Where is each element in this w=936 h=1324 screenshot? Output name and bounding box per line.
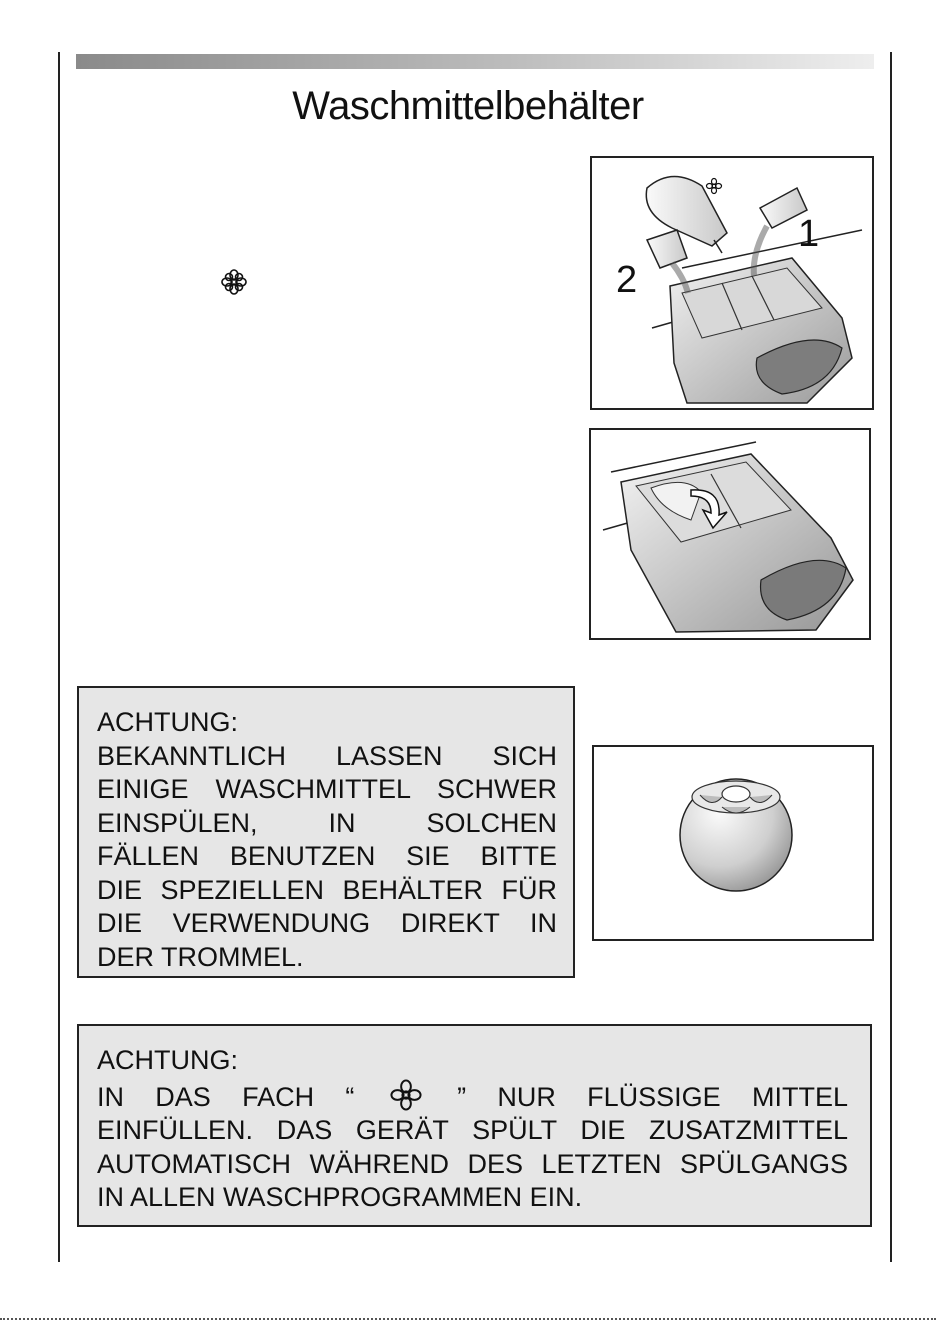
warning-line: DER TROMMEL.	[97, 941, 304, 972]
page-bottom-dotted-line	[0, 1318, 936, 1320]
warning-text: IN DAS FACH “	[97, 1081, 355, 1112]
warning-line: EINFÜLLEN. DAS GERÄT SPÜLT DIE ZUSATZMITTEL	[97, 1115, 848, 1145]
warning-line: DIE SPEZIELLEN BEHÄLTER FÜR	[97, 874, 557, 905]
warning-line: BEKANNTLICH LASSEN SICH	[97, 740, 557, 771]
header-gradient-bar	[76, 54, 874, 69]
page-title: Waschmittelbehälter	[292, 84, 644, 128]
warning-box-softener	[77, 1024, 872, 1227]
page-border-left	[58, 52, 60, 1262]
warning-box-dosing-ball	[77, 686, 575, 978]
warning-line: AUTOMATISCH WÄHREND DES LETZTEN SPÜLGANGS	[97, 1148, 848, 1179]
figure-dosing-ball	[592, 745, 874, 941]
figure-label-1: 1	[798, 213, 820, 255]
warning-line-with-icon	[97, 1078, 848, 1115]
flower-icon	[220, 268, 248, 296]
warning-line: EINIGE WASCHMITTEL SCHWER	[97, 774, 557, 804]
figure-drawer-arrow	[589, 428, 871, 640]
page-border-right	[890, 52, 892, 1262]
figure-label-2: 2	[616, 259, 638, 301]
warning-line: IN ALLEN WASCHPROGRAMMEN EIN.	[97, 1182, 583, 1212]
warning-heading: ACHTUNG:	[97, 707, 238, 737]
figure-detergent-pouring	[590, 156, 874, 410]
warning-line: EINSPÜLEN, IN SOLCHEN	[97, 807, 557, 838]
warning-heading: ACHTUNG:	[97, 1045, 238, 1075]
flower-icon	[386, 1078, 426, 1112]
warning-line: DIE VERWENDUNG DIREKT IN	[97, 908, 557, 938]
warning-text: ” NUR FLÜSSIGE MITTEL	[457, 1081, 848, 1112]
warning-line: FÄLLEN BENUTZEN SIE BITTE	[97, 841, 557, 871]
